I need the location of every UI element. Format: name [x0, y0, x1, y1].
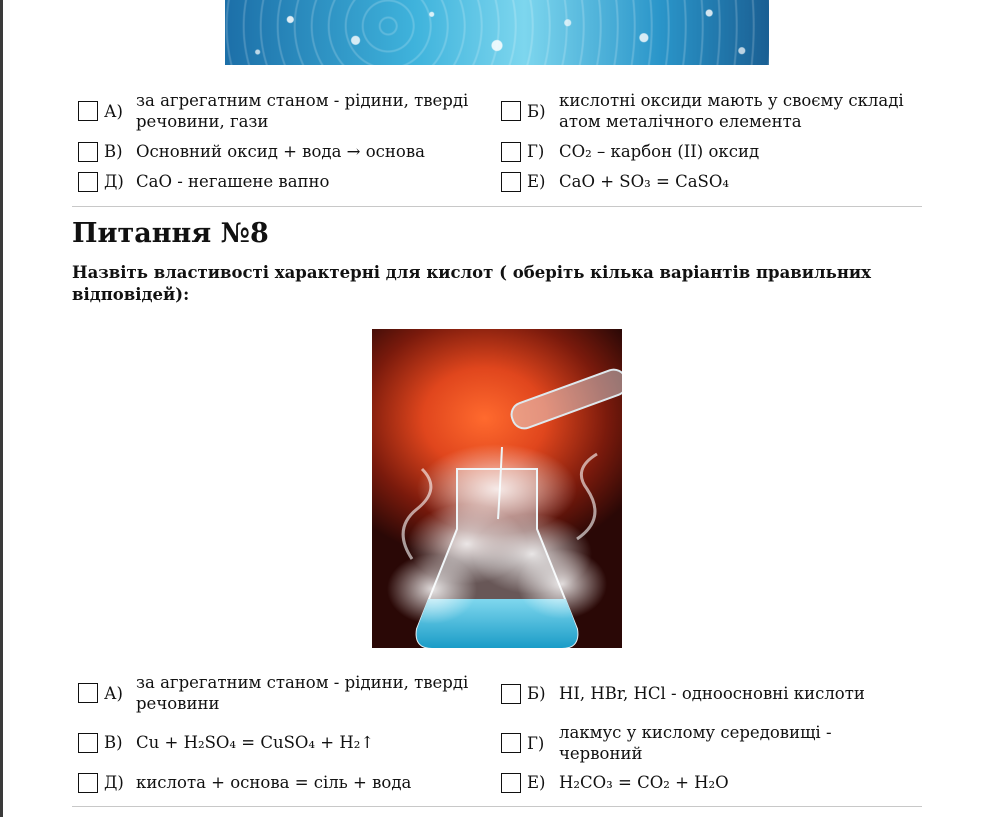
option-v[interactable] [78, 732, 478, 753]
option-d-prev[interactable] [78, 171, 478, 192]
checkbox[interactable] [78, 683, 98, 703]
option-letter: В) [104, 733, 123, 752]
checkbox[interactable] [78, 172, 98, 192]
divider [72, 206, 922, 207]
option-letter: А) [104, 101, 123, 121]
question-title: Питання №8 [72, 218, 269, 249]
option-g[interactable] [501, 722, 921, 764]
option-text: CO₂ – карбон (ІІ) оксид [559, 142, 760, 161]
option-text: за агрегатним станом - рідини, тверді речовини, гази [136, 91, 469, 131]
checkbox[interactable] [501, 684, 521, 704]
option-text: за агрегатним станом - рідини, тверді речовини [136, 673, 469, 713]
option-a[interactable] [78, 672, 478, 714]
page-left-border [0, 0, 3, 817]
option-a-prev[interactable] [78, 90, 478, 132]
option-text: кислотні оксиди мають у своєму складі атом металічного елемента [559, 91, 904, 131]
checkbox[interactable] [501, 773, 521, 793]
checkbox[interactable] [501, 172, 521, 192]
option-letter: Д) [104, 172, 124, 191]
checkbox[interactable] [78, 142, 98, 162]
checkbox[interactable] [501, 142, 521, 162]
option-text: HI, HBr, HCl - одноосновні кислоти [559, 684, 865, 703]
option-text: лакмус у кислому середовищі - червоний [559, 723, 832, 763]
option-g-prev[interactable] [501, 141, 921, 162]
option-letter: А) [104, 683, 123, 703]
option-text: H₂CO₃ = CO₂ + H₂O [559, 773, 729, 792]
checkbox[interactable] [78, 101, 98, 121]
option-letter: Г) [527, 142, 545, 161]
option-e[interactable] [501, 772, 921, 793]
divider [72, 806, 922, 807]
checkbox[interactable] [78, 773, 98, 793]
option-text: кислота + основа = сіль + вода [136, 773, 412, 792]
question-text: Назвіть властивості характерні для кислот ( оберіть кілька варіантів правильних відповідей): [72, 263, 871, 304]
option-text: CaO + SO₃ = CaSO₄ [559, 172, 729, 191]
option-text: Cu + H₂SO₄ = CuSO₄ + H₂↑ [136, 733, 375, 752]
checkbox[interactable] [501, 101, 521, 121]
option-letter: В) [104, 142, 123, 161]
option-e-prev[interactable] [501, 171, 921, 192]
checkbox[interactable] [78, 733, 98, 753]
option-text: Основний оксид + вода → основа [136, 142, 425, 161]
option-letter: Е) [527, 172, 546, 191]
water-drops-image [225, 0, 769, 65]
option-letter: Г) [527, 733, 545, 753]
option-letter: Д) [104, 773, 124, 792]
option-text: CaO - негашене вапно [136, 172, 330, 191]
option-b-prev[interactable] [501, 90, 921, 132]
option-letter: Б) [527, 101, 546, 121]
option-letter: Б) [527, 684, 546, 703]
flask-smoke-image [372, 329, 622, 648]
checkbox[interactable] [501, 733, 521, 753]
option-b[interactable] [501, 683, 921, 704]
option-d[interactable] [78, 772, 478, 793]
option-v-prev[interactable] [78, 141, 478, 162]
option-letter: Е) [527, 773, 546, 792]
